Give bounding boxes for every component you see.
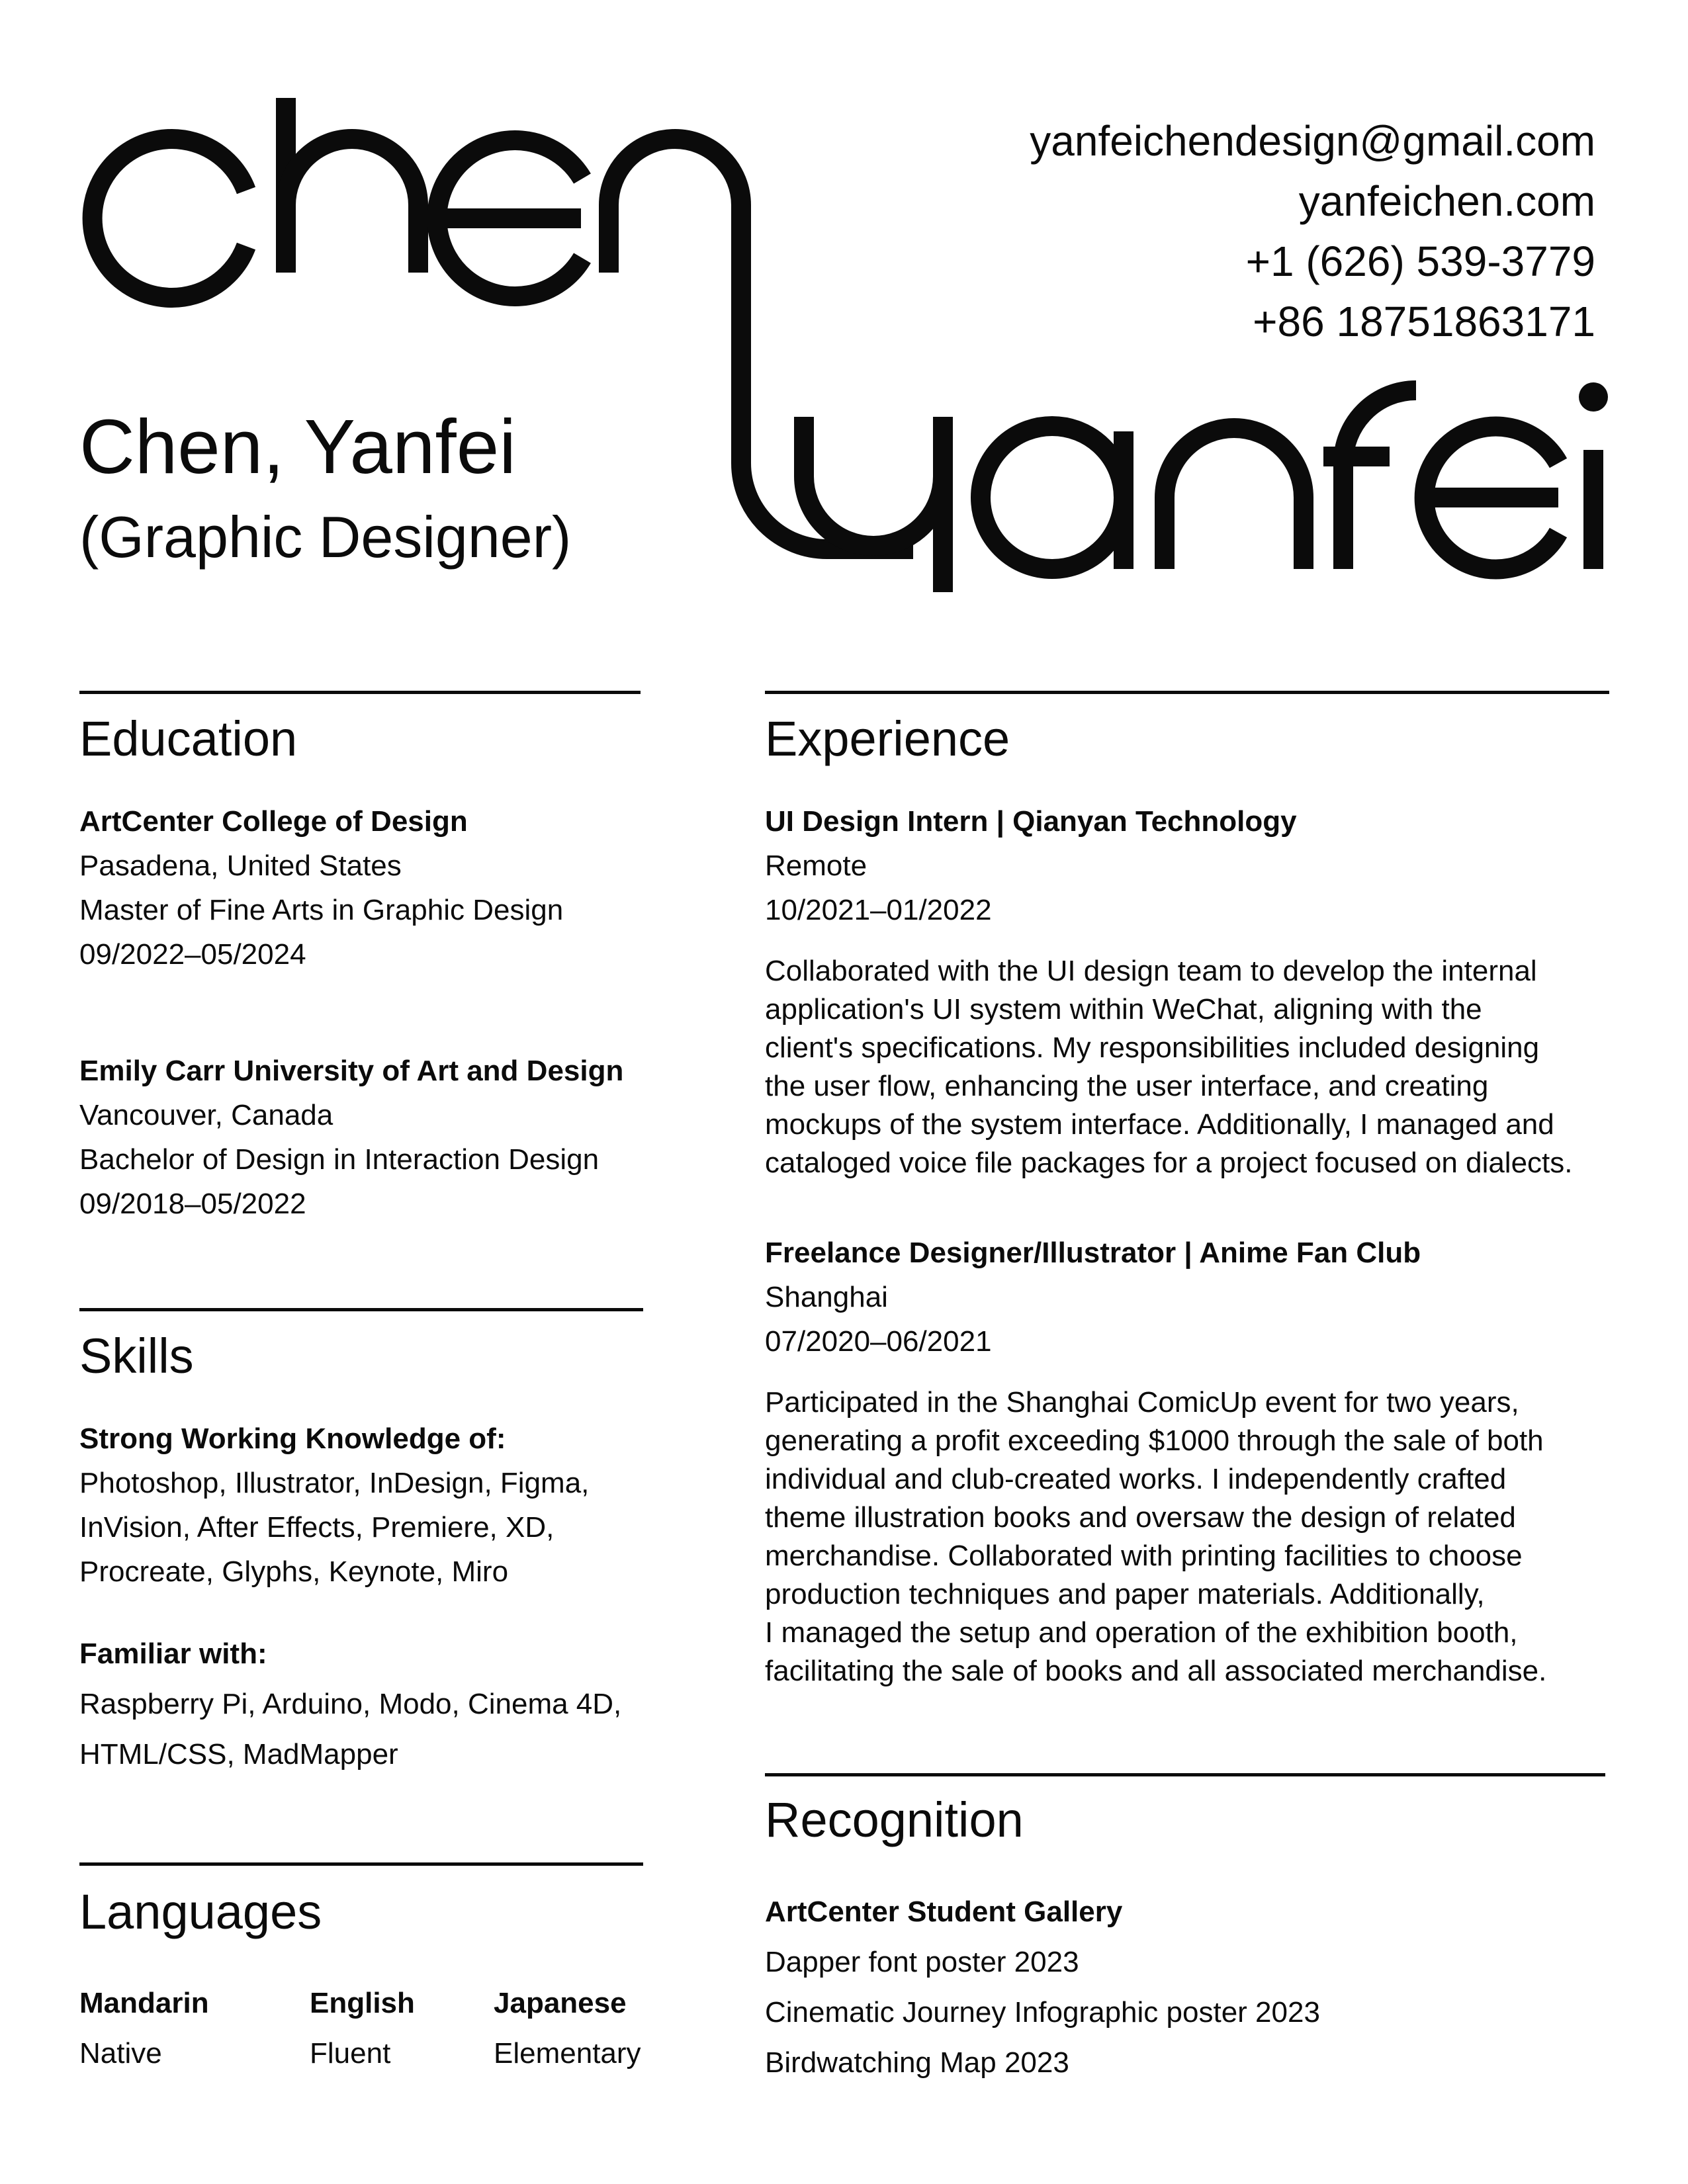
job-description-line: cataloged voice file packages for a project focused on dialects. xyxy=(765,1147,1573,1179)
email-link[interactable]: yanfeichendesign@gmail.com xyxy=(1030,117,1595,165)
job-description-line: individual and club-created works. I independently crafted xyxy=(765,1463,1507,1495)
job-description-line: the user flow, enhancing the user interface, and creating xyxy=(765,1070,1489,1102)
dates: 09/2018–05/2022 xyxy=(79,1188,306,1220)
recognition-heading: Recognition xyxy=(765,1792,1024,1847)
skills-line: Raspberry Pi, Arduino, Modo, Cinema 4D, xyxy=(79,1688,622,1720)
language-item xyxy=(79,1978,209,2079)
skills-line: HTML/CSS, MadMapper xyxy=(79,1738,398,1770)
recognition-item: Birdwatching Map 2023 xyxy=(765,2046,1069,2079)
skills-familiar-label: Familiar with: xyxy=(79,1638,267,1670)
skills-line: Photoshop, Illustrator, InDesign, Figma, xyxy=(79,1467,590,1499)
education-entry xyxy=(79,1049,623,1226)
phone-cn[interactable]: +86 18751863171 xyxy=(1253,298,1595,345)
experience-job xyxy=(765,799,1573,1182)
job-dates: 07/2020–06/2021 xyxy=(765,1325,992,1358)
experience-job xyxy=(765,1231,1546,1690)
language-level: Fluent xyxy=(310,2037,391,2070)
experience-heading: Experience xyxy=(765,711,1010,766)
recognition-divider xyxy=(765,1773,1605,1776)
degree: Master of Fine Arts in Graphic Design xyxy=(79,894,564,926)
job-description-line: generating a profit exceeding $1000 through the sale of both xyxy=(765,1424,1544,1457)
job-title: UI Design Intern | Qianyan Technology xyxy=(765,805,1297,838)
recognition-list xyxy=(765,1887,1320,2088)
language-name: English xyxy=(310,1987,415,2019)
school-name: ArtCenter College of Design xyxy=(79,805,468,838)
language-level: Native xyxy=(79,2037,162,2070)
job-description-line: theme illustration books and oversaw the design of related xyxy=(765,1501,1516,1534)
person-name: Chen, Yanfei xyxy=(79,404,516,490)
job-dates: 10/2021–01/2022 xyxy=(765,894,992,926)
contact-block xyxy=(1030,111,1595,352)
job-title: Freelance Designer/Illustrator | Anime Fan Club xyxy=(765,1237,1421,1269)
skills-strong-label: Strong Working Knowledge of: xyxy=(79,1422,506,1455)
language-name: Mandarin xyxy=(79,1987,209,2019)
skills-strong xyxy=(79,1417,589,1594)
school-location: Vancouver, Canada xyxy=(79,1099,333,1131)
education-entry xyxy=(79,799,563,977)
job-description-line: production techniques and paper materials. Additionally, xyxy=(765,1578,1485,1610)
skills-familiar-list xyxy=(79,1679,621,1780)
phone-us[interactable]: +1 (626) 539-3779 xyxy=(1245,238,1595,285)
job-description-line: facilitating the sale of books and all associated merchandise. xyxy=(765,1655,1547,1687)
job-location: Remote xyxy=(765,850,867,882)
school-name: Emily Carr University of Art and Design xyxy=(79,1055,624,1087)
languages-heading: Languages xyxy=(79,1884,322,1939)
experience-divider xyxy=(765,691,1609,694)
language-item xyxy=(494,1978,641,2079)
job-description-line: Participated in the Shanghai ComicUp event for two years, xyxy=(765,1386,1519,1419)
skills-line: InVision, After Effects, Premiere, XD, xyxy=(79,1511,555,1544)
job-location: Shanghai xyxy=(765,1281,888,1313)
website-link[interactable]: yanfeichen.com xyxy=(1298,177,1595,225)
recognition-item: Cinematic Journey Infographic poster 2023 xyxy=(765,1996,1320,2029)
degree: Bachelor of Design in Interaction Design xyxy=(79,1143,600,1176)
recognition-item: Dapper font poster 2023 xyxy=(765,1946,1079,1978)
recognition-venue: ArtCenter Student Gallery xyxy=(765,1896,1123,1928)
person-role: (Graphic Designer) xyxy=(79,504,572,570)
language-item xyxy=(310,1978,415,2079)
job-description-line: Collaborated with the UI design team to develop the internal xyxy=(765,955,1537,987)
job-description-line: application's UI system within WeChat, aligning with the xyxy=(765,993,1482,1026)
school-location: Pasadena, United States xyxy=(79,850,402,882)
education-divider xyxy=(79,691,641,694)
skills-heading: Skills xyxy=(79,1329,194,1383)
job-description-line: client's specifications. My responsibilities included designing xyxy=(765,1031,1540,1064)
job-description-line: I managed the setup and operation of the exhibition booth, xyxy=(765,1616,1518,1649)
language-name: Japanese xyxy=(494,1987,627,2019)
skills-line: Procreate, Glyphs, Keynote, Miro xyxy=(79,1555,509,1588)
skills-divider xyxy=(79,1308,643,1311)
language-level: Elementary xyxy=(494,2037,641,2070)
skills-familiar xyxy=(79,1632,267,1676)
dates: 09/2022–05/2024 xyxy=(79,938,306,971)
job-description-line: merchandise. Collaborated with printing facilities to choose xyxy=(765,1540,1523,1572)
education-heading: Education xyxy=(79,711,298,766)
languages-divider xyxy=(79,1862,643,1866)
job-description-line: mockups of the system interface. Additionally, I managed and xyxy=(765,1108,1554,1141)
